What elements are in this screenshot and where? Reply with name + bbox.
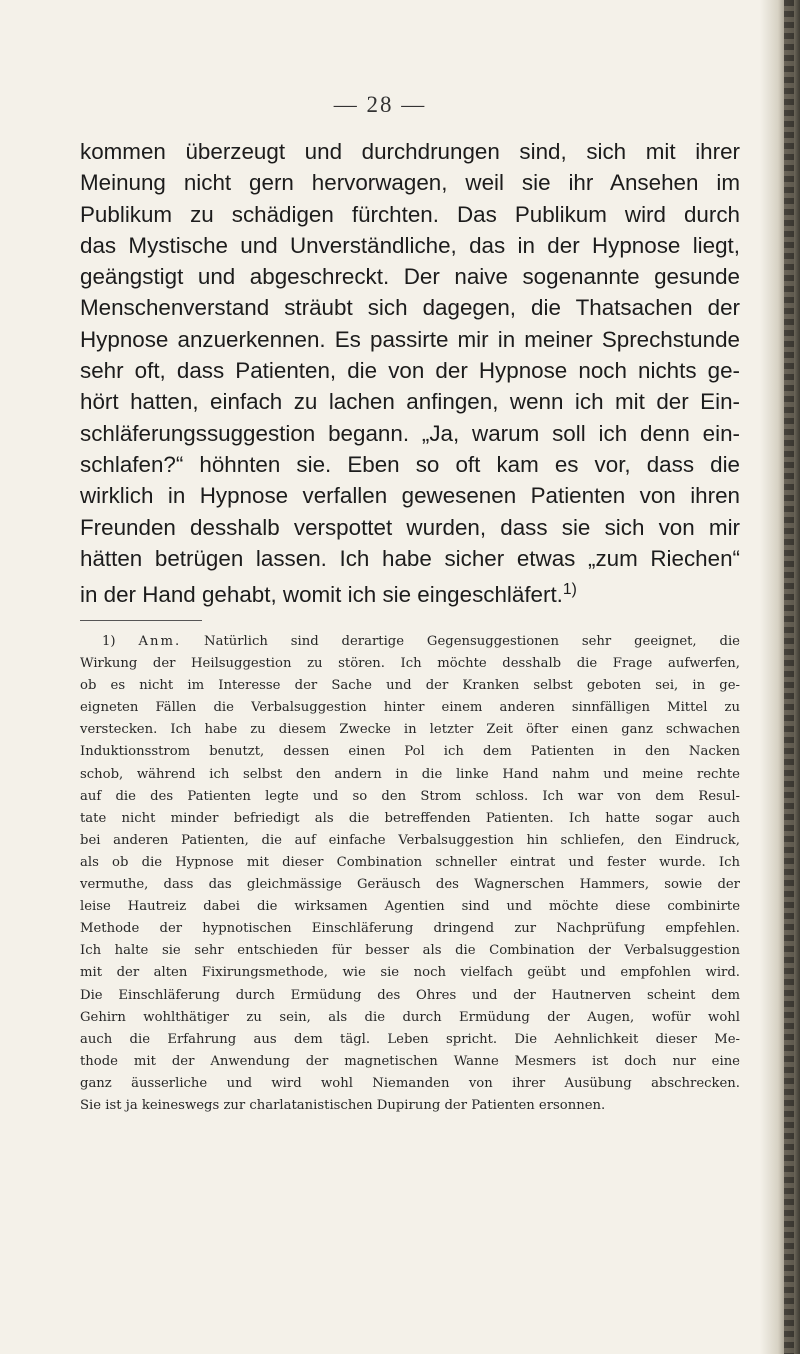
main-line: Meinung nicht gern hervorwagen, weil sie ihr Ansehen im bbox=[80, 170, 740, 196]
footnote-divider bbox=[80, 620, 202, 621]
footnote-line: verstecken. Ich habe zu diesem Zwecke in letzter Zeit öfter einen ganz schwachen bbox=[80, 722, 740, 738]
book-edge-texture bbox=[784, 0, 794, 1354]
footnote-line: vermuthe, dass das gleichmässige Geräusch des Wagnerschen Hammers, sowie der bbox=[80, 877, 740, 893]
main-line: Freunden desshalb verspottet wurden, dass sie sich von mir bbox=[80, 514, 740, 540]
main-line-text: in der Hand gehabt, womit ich sie eingeschläfert. bbox=[80, 581, 563, 607]
main-line-last bbox=[80, 574, 740, 610]
main-line: Publikum zu schädigen fürchten. Das Publikum wird durch bbox=[80, 201, 740, 227]
main-line: das Mystische und Unverständliche, das in der Hypnose liegt, bbox=[80, 232, 740, 258]
main-line: schlafen?“ höhnten sie. Eben so oft kam es vor, dass die bbox=[80, 451, 740, 477]
footnote-line: mit der alten Fixirungsmethode, wie sie noch vielfach geübt und empfohlen wird. bbox=[80, 965, 740, 981]
page-number: — 28 — bbox=[333, 92, 427, 117]
footnote-line: auf die des Patienten legte und so den Strom schloss. Ich war von dem Resul- bbox=[80, 788, 740, 804]
footnote-line: Induktionsstrom benutzt, dessen einen Pol ich dem Patienten in den Nacken bbox=[80, 744, 740, 760]
main-line: kommen überzeugt und durchdrungen sind, sich mit ihrer bbox=[80, 139, 740, 164]
footnote-line: ganz äusserliche und wird wohl Niemanden von ihrer Ausübung abschrecken. bbox=[80, 1075, 740, 1091]
footnote-line: ob es nicht im Interesse der Sache und der Kranken selbst geboten sei, in ge- bbox=[80, 678, 740, 694]
main-line: geängstigt und abgeschreckt. Der naive sogenannte gesunde bbox=[80, 264, 740, 290]
footnote-line: tate nicht minder befriedigt als die betreffenden Patienten. Ich hatte sogar auch bbox=[80, 810, 740, 826]
footnote-line: Methode der hypnotischen Einschläferung dringend zur Nachprüfung empfehlen. bbox=[80, 921, 740, 937]
footnote-line: Wirkung der Heilsuggestion zu stören. Ich möchte desshalb die Frage aufwerfen, bbox=[80, 656, 740, 672]
main-line: schläferungssuggestion begann. „Ja, warum soll ich denn ein- bbox=[80, 420, 740, 446]
footnote-line: Die Einschläferung durch Ermüdung des Ohres und der Hautnerven scheint dem bbox=[80, 987, 740, 1003]
footnote-line: schob, während ich selbst den andern in die linke Hand nahm und meine rechte bbox=[80, 766, 740, 782]
footnote-line: auch die Erfahrung aus dem tägl. Leben spricht. Die Aehnlichkeit dieser Me- bbox=[80, 1031, 740, 1047]
footnote-label: Anm. bbox=[138, 634, 182, 649]
footnote-line: leise Hautreiz dabei die wirksamen Agentien sind und möchte diese combinirte bbox=[80, 899, 740, 915]
main-text bbox=[80, 136, 740, 610]
main-line: hätten betrügen lassen. Ich habe sicher etwas „zum Riechen“ bbox=[80, 545, 740, 571]
footnote-line-text: Natürlich sind derartige Gegensuggestionen sehr geeignet, die bbox=[204, 634, 740, 649]
main-line: Hypnose anzuerkennen. Es passirte mir in meiner Sprechstunde bbox=[80, 326, 740, 352]
footnote-line: Gehirn wohlthätiger zu sein, als die durch Ermüdung der Augen, wofür wohl bbox=[80, 1009, 740, 1025]
footnote-line: als ob die Hypnose mit dieser Combination schneller eintrat und fester wurde. Ich bbox=[80, 854, 740, 870]
footnote-line: bei anderen Patienten, die auf einfache Verbalsuggestion hin schliefen, den Eindruck, bbox=[80, 832, 740, 848]
footnote-line-last: Sie ist ja keineswegs zur charlatanistischen Dupirung der Patienten ersonnen. bbox=[80, 1097, 606, 1113]
footnote-reference: 1) bbox=[562, 581, 577, 599]
footnote-line-first bbox=[80, 631, 740, 653]
footnote-line: Ich halte sie sehr entschieden für besser als die Combination der Verbalsuggestion bbox=[80, 943, 740, 959]
footnote-line: eigneten Fällen die Verbalsuggestion hinter einem anderen sinnfälligen Mittel zu bbox=[80, 700, 740, 716]
footnote bbox=[80, 631, 740, 1117]
main-line: Menschenverstand sträubt sich dagegen, die Thatsachen der bbox=[80, 295, 740, 321]
page-edge-shadow bbox=[760, 0, 800, 1354]
main-line: sehr oft, dass Patienten, die von der Hypnose noch nichts ge- bbox=[80, 358, 740, 384]
footnote-marker: 1) bbox=[102, 634, 116, 649]
footnote-line: thode mit der Anwendung der magnetischen Wanne Mesmers ist doch nur eine bbox=[80, 1053, 740, 1069]
main-line: hört hatten, einfach zu lachen anfingen, wenn ich mit der Ein- bbox=[80, 389, 740, 415]
main-line: wirklich in Hypnose verfallen gewesenen Patienten von ihren bbox=[80, 483, 740, 509]
